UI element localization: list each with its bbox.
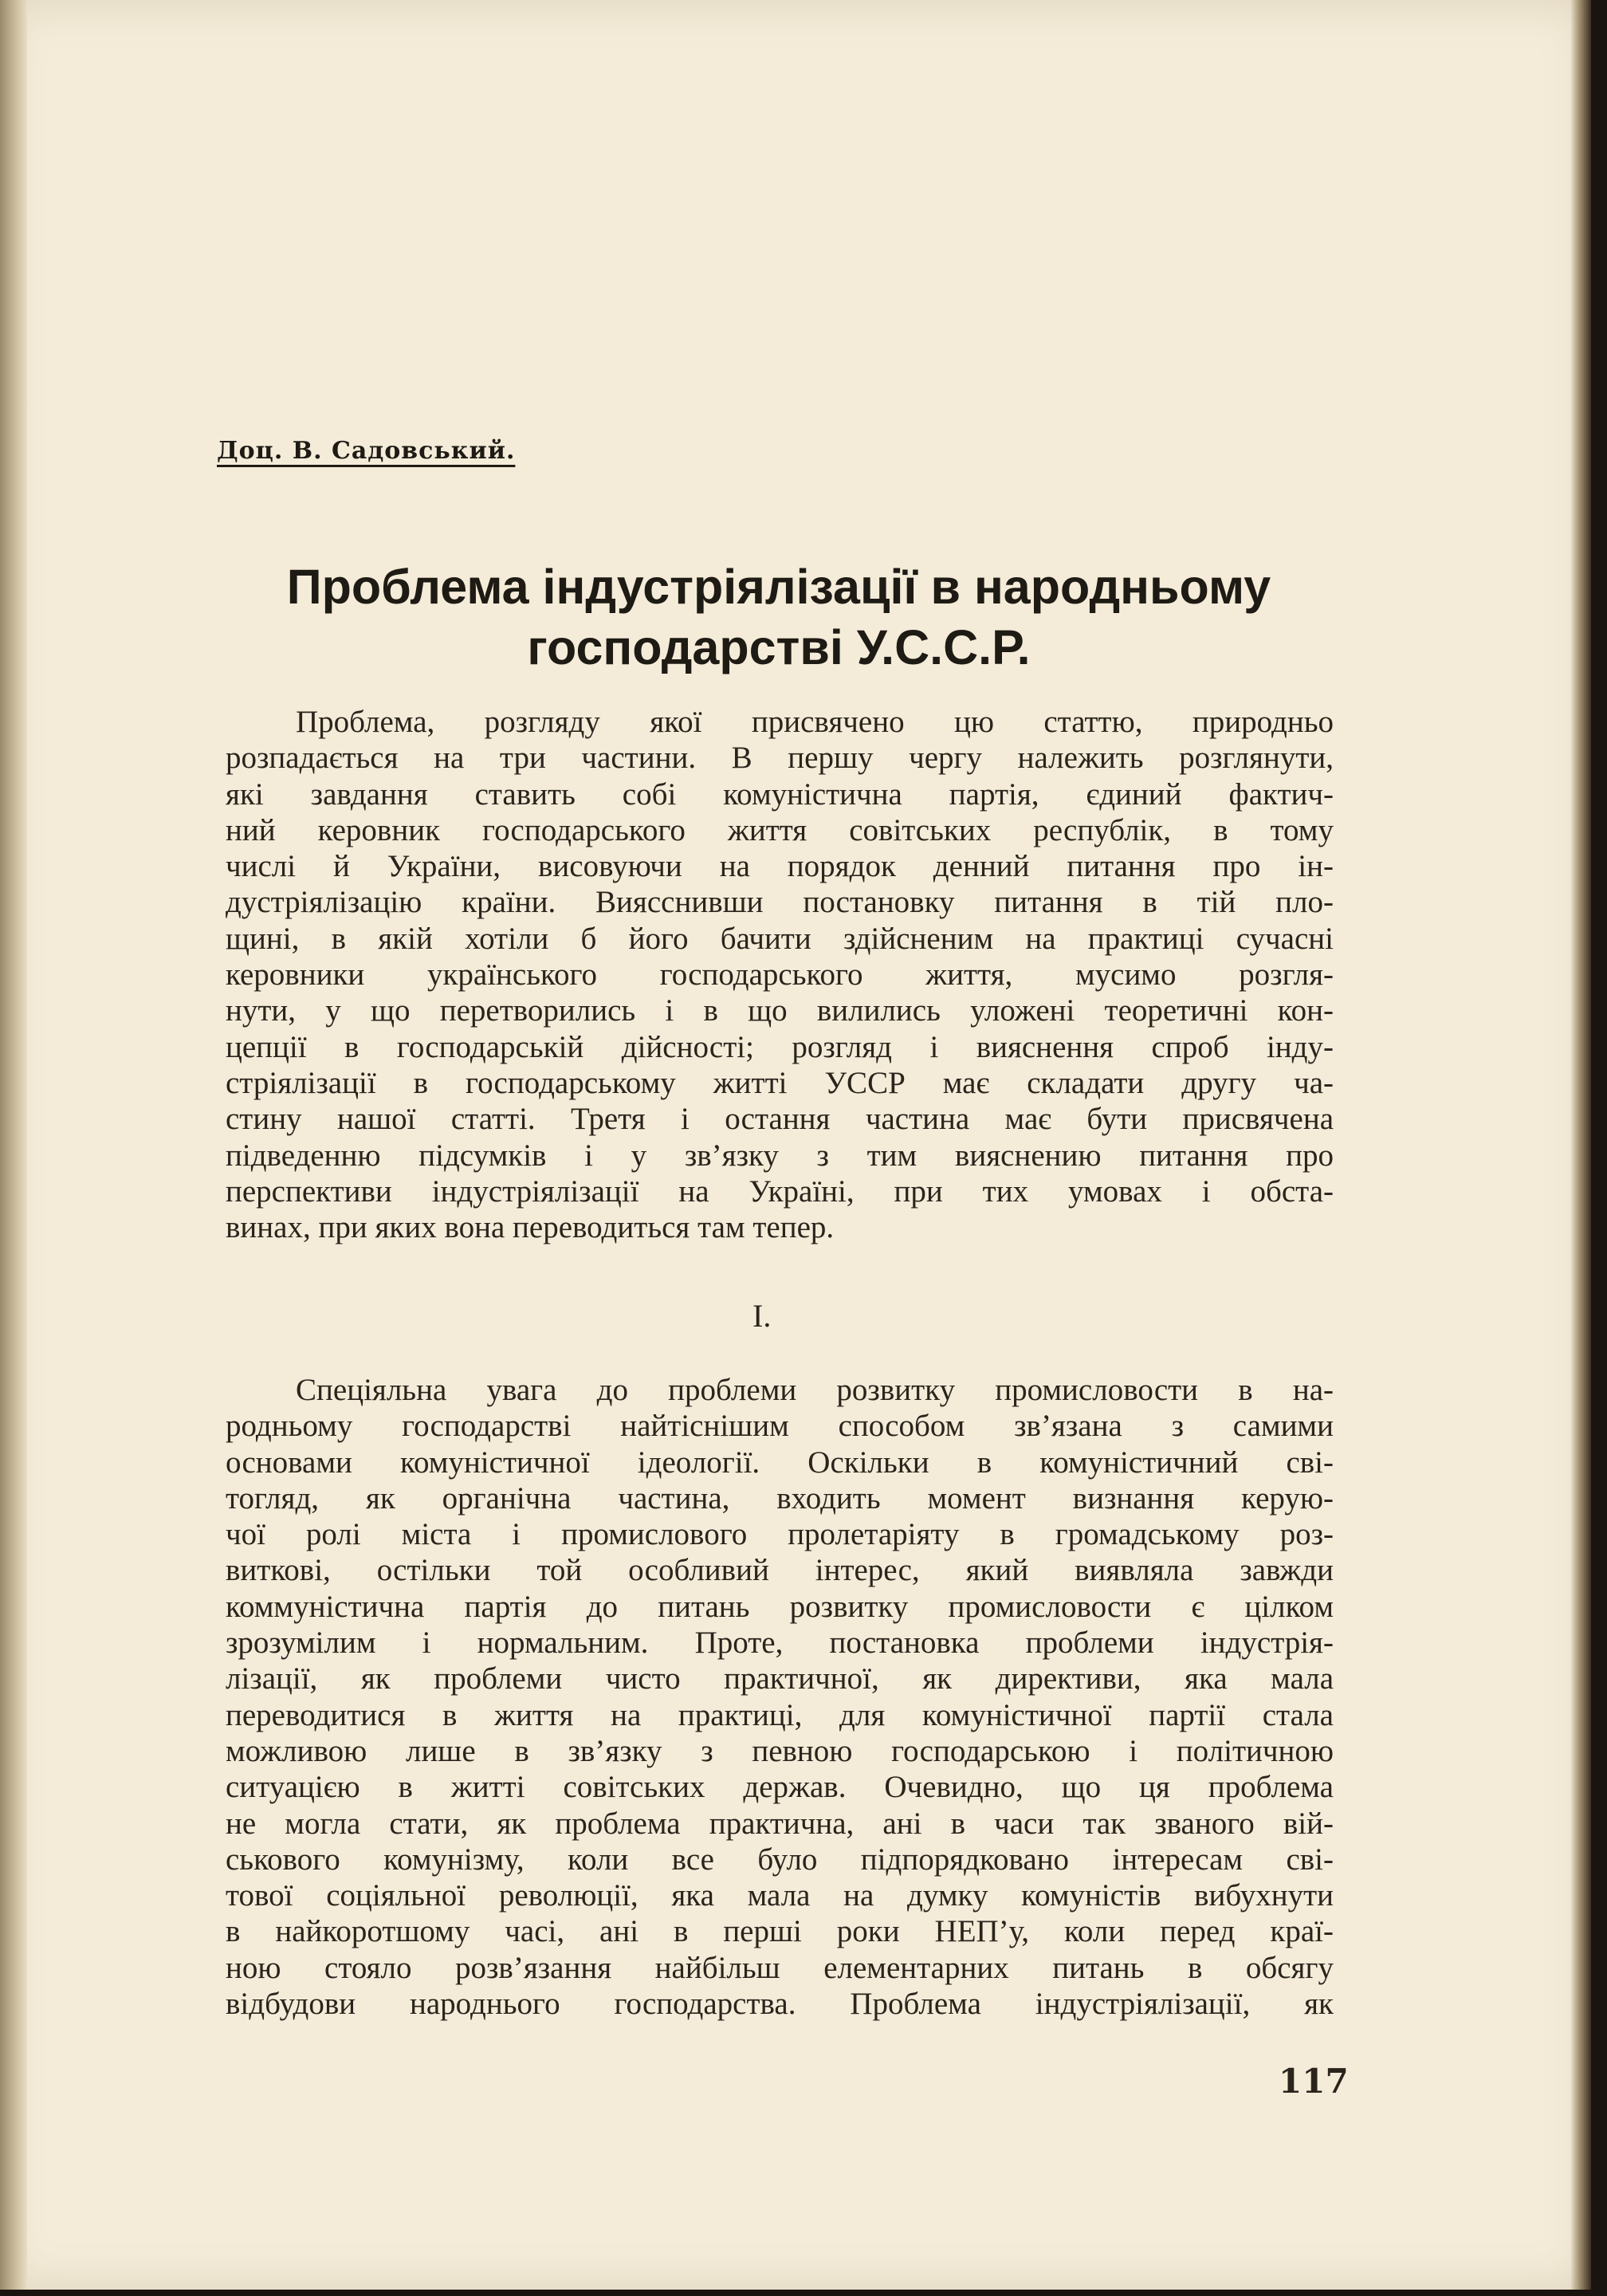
text-line: Проблема, розгляду якої присвячено цю статтю, природньо [296,705,1334,739]
text-line: тогляд, як органічна частина, входить момент визнання керую- [226,1480,1334,1516]
text-line: не могла стати, як проблема практична, ані в часи так званого вій- [226,1806,1334,1841]
text-line: стину нашої статті. Третя і остання частина має бути присвячена [226,1102,1334,1137]
text-line: коммуністична партія до питань розвитку промисловости є цілком [226,1589,1334,1624]
text-line: які завдання ставить собі комуністична партія, єдиний фактич- [226,776,1334,812]
section-heading: I. [752,1298,772,1334]
text-line: розпадається на три частини. В першу чергу належить розглянути, [226,741,1334,776]
page-binding-edge [0,0,27,2290]
page-number: 117 [1279,2062,1349,2101]
text-line: зрозумілим і нормальним. Проте, постановка проблеми індустрія- [226,1626,1334,1661]
text-line: ний керовник господарського життя совітських республік, в тому [226,812,1334,847]
text-line: ситуацією в житті совітських держав. Очевидно, що ця проблема [226,1770,1334,1805]
text-line: стріялізації в господарському житті УССР має складати другу ча- [226,1065,1334,1100]
text-line: ною стояло розв’язання найбільш елементарних питань в обсягу [226,1950,1334,1985]
text-line: переводитися в життя на практиці, для комуністичної партії стала [226,1697,1334,1732]
author-byline: Доц. В. Садовський. [217,437,516,465]
text-line: перспективи індустріялізації на Україні, при тих умовах і обста- [226,1174,1334,1209]
text-line: дустріялізацію країни. Виясснивши постановку питання в тій пло- [226,885,1334,920]
text-line: підведенню підсумків і у зв’язку з тим вияснению питання про [226,1138,1334,1173]
text-line: лізації, як проблеми чисто практичної, як директиви, яка мала [226,1661,1334,1696]
text-line: цепції в господарській дійсності; розгляд і вияснення спроб інду- [226,1029,1334,1064]
page-right-edge [1570,0,1591,2290]
text-line: ськового комунізму, коли все було підпорядковано інтересам сві- [226,1842,1334,1877]
title-line: Проблема індустріялізації в народньому [286,560,1271,614]
text-line: керовники українського господарського життя, мусимо розгля- [226,957,1334,993]
text-line: Спеціяльна увага до проблеми розвитку промисловости в на- [296,1373,1334,1407]
text-line: основами комуністичної ідеології. Оскільки в комуністичний сві- [226,1445,1334,1480]
text-line: виткові, остільки той особливий інтерес, який виявляла завжди [226,1553,1334,1588]
intro-paragraph [226,704,1334,1245]
text-line: винах, при яких вона переводиться там тепер. [226,1210,835,1245]
text-line: можливою лише в зв’язку з певною господарською і політичною [226,1733,1334,1768]
section-paragraph [226,1372,1334,2022]
text-line: тової соціяльної революції, яка мала на думку комуністів вибухнути [226,1878,1334,1913]
text-line: щині, в якій хотіли б його бачити здійсненим на практиці сучасні [226,921,1334,956]
text-line: родньому господарстві найтіснішим способом зв’язана з самими [226,1409,1334,1444]
text-line: числі й України, висовуючи на порядок денний питання про ін- [226,849,1334,884]
text-line: чої ролі міста і промислового пролетаріяту в громадському роз- [226,1517,1334,1552]
text-line: нути, у що перетворились і в що вилились уложені теоретичні кон- [226,993,1334,1028]
text-line: в найкоротшому часі, ані в перші роки НЕП’у, коли перед краї- [226,1914,1334,1949]
text-line: відбудови народнього господарства. Проблема індустріялізації, як [226,1987,1334,2022]
article-title [217,556,1341,678]
title-line: господарстві У.С.С.Р. [527,620,1031,674]
